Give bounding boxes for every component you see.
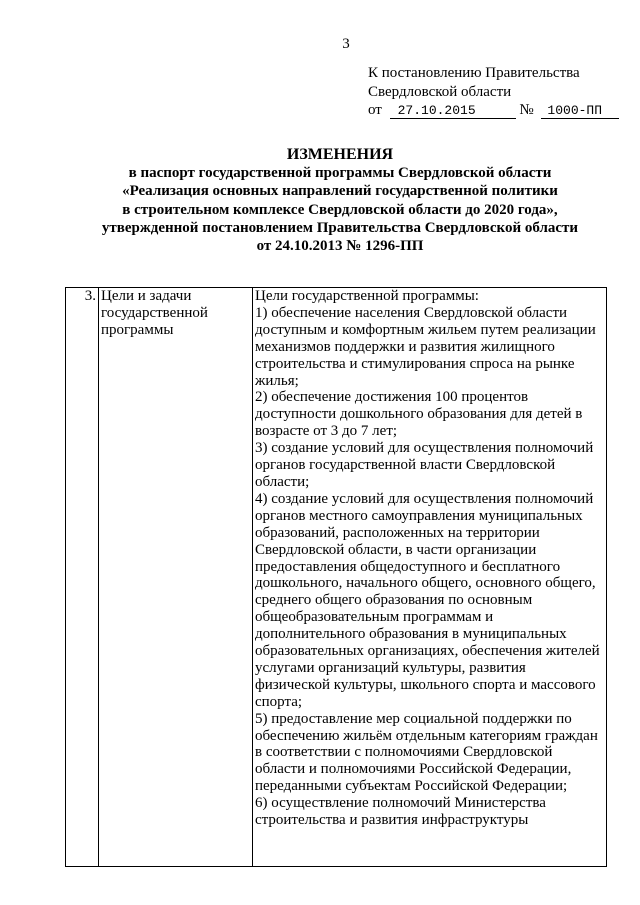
approval-line-1: К постановлению Правительства (368, 65, 580, 81)
from-label: от (368, 102, 382, 118)
heading-line-2: «Реализация основных направлений государственной политики (122, 183, 558, 200)
goal-item: 5) предоставление мер социальной поддержки по обеспечению жильём отдельным категориям граждан в соответствии с полномочиями Свердловской области и полномочиями Российской Федерации, переданными субъектам Российской Федерации; (255, 710, 598, 795)
row-content (253, 288, 607, 867)
page-number: 3 (342, 36, 350, 52)
heading-line-5: от 24.10.2013 № 1296-ПП (256, 238, 424, 255)
heading-line-3: в строительном комплексе Свердловской области до 2020 года», (122, 201, 558, 218)
goal-item: 4) создание условий для осуществления полномочий органов местного самоуправления муниципальных образований, расположенных на территории Свердловской области, в части организации предоставления общедоступного и бесплатного дошкольного, начального общего, основного общего, среднего общего образования по основным общеобразовательным программам и дополнительного образования в муниципальных образовательных организациях, обеспечения жителей услугами организаций культуры, развития физической культуры, школьного спорта и массового спорта; (255, 490, 600, 710)
approval-line-2: Свердловской области (368, 83, 512, 100)
approval-number: 1000-ПП (541, 103, 619, 119)
heading-line-4: утвержденной постановлением Правительства Свердловской области (101, 219, 579, 236)
heading-line-1: в паспорт государственной программы Свердловской области (128, 165, 552, 182)
goals-intro: Цели государственной программы: (255, 288, 479, 304)
approval-date-line (368, 101, 619, 120)
table-row (66, 288, 607, 867)
goal-item: 3) создание условий для осуществления полномочий органов государственной власти Свердловской области; (255, 440, 594, 490)
document-heading (60, 146, 620, 255)
heading-title: ИЗМЕНЕНИЯ (286, 146, 394, 163)
goal-item: 1) обеспечение населения Свердловской области доступным и комфортным жильем путем реализации механизмов поддержки и развития жилищного строительства и стимулирования спроса на рынке жилья; (255, 304, 596, 389)
passport-table (65, 287, 607, 867)
row-label: Цели и задачи государственной программы (99, 288, 253, 867)
row-number: 3. (66, 288, 99, 867)
approval-block (368, 64, 619, 120)
number-label: № (519, 102, 534, 118)
goal-item: 6) осуществление полномочий Министерства строительства и развития инфраструктуры (255, 795, 546, 829)
goal-item: 2) обеспечение достижения 100 процентов доступности дошкольного образования для детей в возрасте от 3 до 7 лет; (255, 389, 583, 440)
approval-date: 27.10.2015 (390, 103, 516, 119)
